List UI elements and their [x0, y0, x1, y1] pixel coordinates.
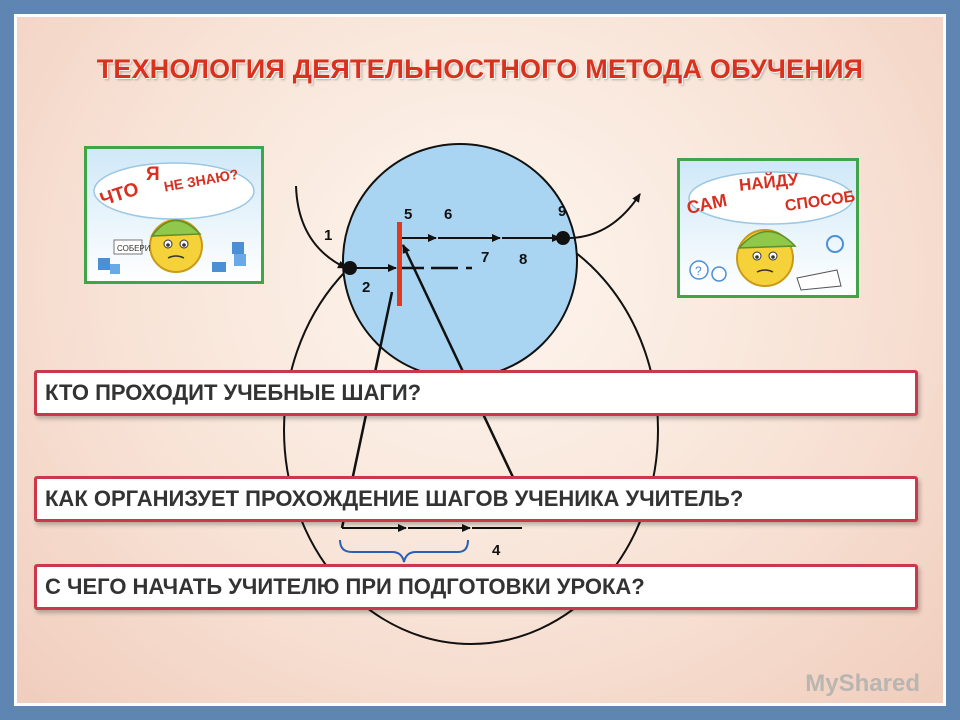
svg-text:?: ?: [695, 264, 702, 278]
brace: [340, 540, 468, 562]
label-8: 8: [519, 251, 528, 268]
svg-text:СОБЕРИ: СОБЕРИ: [117, 244, 151, 253]
label-4: 4: [492, 542, 501, 559]
svg-text:САМ: САМ: [684, 189, 729, 218]
entry-arrow: [296, 186, 346, 268]
watermark: MyShared: [805, 670, 920, 697]
question-3-text: С ЧЕГО НАЧАТЬ УЧИТЕЛЮ ПРИ ПОДГОТОВКИ УРОКА?: [45, 574, 645, 599]
label-6: 6: [444, 206, 453, 223]
label-5: 5: [404, 206, 413, 223]
point-9: [556, 231, 570, 245]
point-1: [343, 261, 357, 275]
question-1-text: КТО ПРОХОДИТ УЧЕБНЫЕ ШАГИ?: [45, 380, 422, 405]
question-box-2: [34, 476, 918, 522]
label-1: 1: [324, 227, 333, 244]
label-2: 2: [362, 279, 371, 296]
inner-circle: [343, 144, 577, 378]
slide-title: ТЕХНОЛОГИЯ ДЕЯТЕЛЬНОСТНОГО МЕТОДА ОБУЧЕНИЯ: [96, 54, 864, 84]
red-barrier: [397, 222, 402, 306]
question-2-text: КАК ОРГАНИЗУЕТ ПРОХОЖДЕНИЕ ШАГОВ УЧЕНИКА УЧИТЕЛЬ?: [45, 486, 744, 511]
svg-text:НАЙДУ: НАЙДУ: [738, 169, 800, 195]
left-card-word-2: Я: [146, 164, 160, 185]
svg-text:НЕ ЗНАЮ?: НЕ ЗНАЮ?: [162, 165, 240, 195]
exit-arrow: [563, 194, 640, 238]
question-box-1: [34, 370, 918, 416]
left-card-word-1: ЧТО: [97, 178, 142, 211]
label-9: 9: [558, 203, 567, 220]
svg-text:СПОСОБ: СПОСОБ: [783, 188, 857, 215]
question-box-3: [34, 564, 918, 610]
label-7: 7: [481, 249, 490, 266]
